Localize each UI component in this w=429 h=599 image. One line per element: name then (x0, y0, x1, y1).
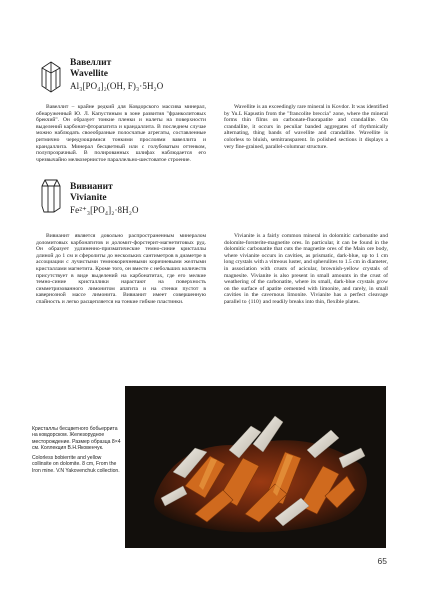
mineral2-title-block (70, 182, 139, 216)
caption-en: Colorless bobierrite and yellow collinsite on dolomite. 8 cm, From the Iron mine. V.N Yakovenchuk collection. (32, 455, 120, 474)
mineral2-formula: Fe²⁺₃[PO₄]₂·8H₂O (70, 205, 139, 215)
mineral2-text-en: Vivianite is a fairly common mineral in dolomitic carbonatite and dolomite-forsterite-magnetite ores. In particular, it can be found in the dolomitic carbonatite that cuts the magnetite ores of the Main ore body, where vivianite occurs in cavities, as prismatic, dark-blue, up to 1 cm long crystals with a vitreous luster, and spherulites to 1.5 cm in diameter, in association with crusts of acicular, brownish-yellow crystals of magnesite. Vivianite is also present in small amounts in the crust of weathering of the carbonatite, where its small, dark-blue crystals grow on the surface of apatite cemented with limonite, and rarely, in small cavities in the cavernous limonite. Vivianite has a perfect cleavage parallel to {110} and readily breaks into thin, flexible plates. (224, 233, 388, 305)
specimen-photo (125, 386, 386, 548)
crystal-icon (40, 178, 62, 214)
photo-caption (32, 426, 122, 478)
caption-ru: Кристаллы бесцветного бобьеррита на ковдорском. Железорудное месторождение. Размер образца 8×4 см. Коллекция В.Н.Яковенчук. (32, 426, 121, 451)
page-number: 65 (377, 556, 387, 566)
mineral1-title-block (70, 58, 163, 92)
mineral1-title-ru: Вавеллит (70, 58, 112, 68)
specimen-photo-image (125, 386, 386, 548)
crystal-icon (40, 61, 62, 93)
mineral1-formula: Al₃[PO₄]₂(OH, F)₃·5H₂O (70, 81, 164, 91)
mineral1-text-en: Wavellite is an exceedingly rare mineral in Kovdor. It was identified by Yu.L Kapustin from the "francolite breccia" zone, where the mineral forms thin films on carbonate-fluorapatite and crandallite. On crandallite, it occurs in peculiar banded aggregates of rhythmically alternating, thing bands of wavellite and crandallite. Wavellite is colorless to bluish, semitransparent. In polished sections it displays a very fine-grained, parallel-columnar structure. (224, 104, 388, 150)
mineral1-text-ru: Вавеллит – крайне редкий для Ковдорского массива минерал, обнаруженный Ю. Л. Капустиным в зоне развития "франколитовых брекчий". Он образует тонкие пленки и налеты на поверхности выделений карбонат-фторапатита и крандаллита. В последнем случае можно наблюдать своеобразные полосчатые агрегаты, составленные ритмично чередующимися тонкими прослоями вавеллита и крандаллита. Минерал бесцветный или с голубоватым оттенком, полупрозрачный. В полированных шлифах наблюдается его чрезвычайно мелкозернистое параллельно-шестоватое строение. (36, 104, 206, 163)
mineral2-title-ru: Вивианит (70, 182, 113, 192)
mineral2-title-en: Vivianite (70, 193, 107, 203)
mineral2-text-ru: Вивианит является довольно распространенным минералом доломитовых карбонатитов и доломит-форстерит-магнетитовых руд. Он образует удлиненно-призматические темно-синие кристаллы длиной до 1 см и сферолиты до нескольких сантиметров в диаметре в ассоциации с лучистыми темнокоричневыми коричневыми желтыми кристаллами магнетита. Кроме того, он вместе с небольших количеств присутствует в виде выделений на карбонатитах, где его мелкие темно-синие кристаллики нарастают на поверхность симметризованного лимонитом апатита и на стенки пустот в кавернозной массе лимонита. Вивианит имеет совершенную спайность и легко расщепляется на тонкие гибкие пластинки. (36, 233, 206, 305)
mineral1-title-en: Wavellite (70, 69, 108, 79)
